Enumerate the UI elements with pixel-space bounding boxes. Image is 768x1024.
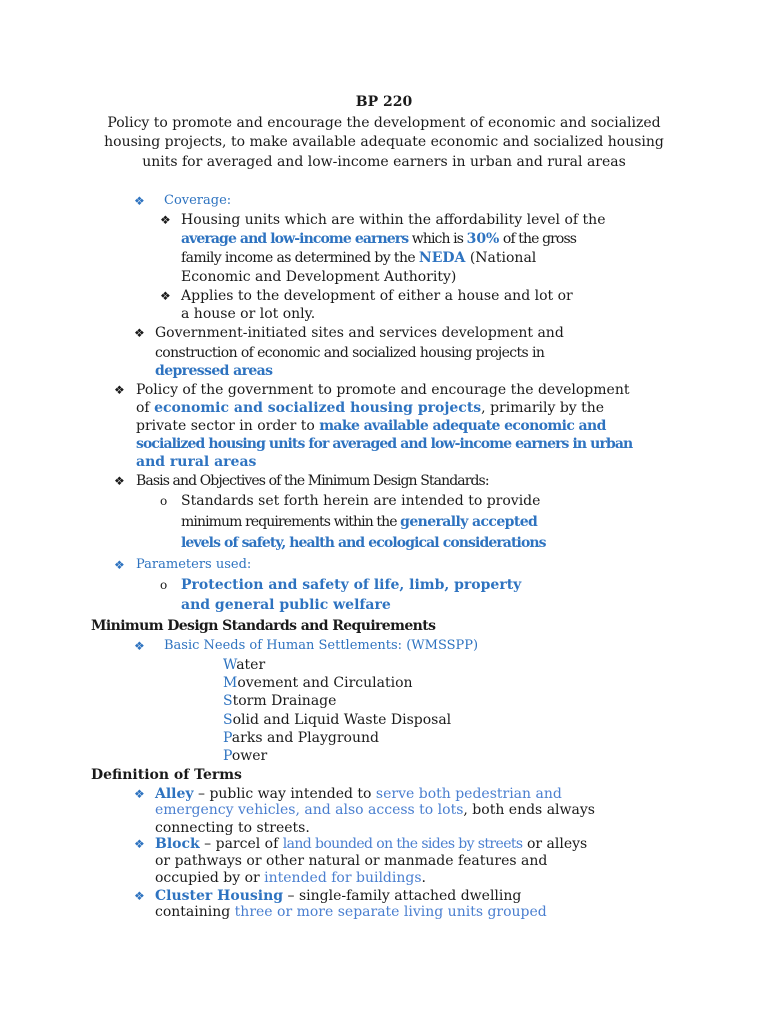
coverage-item-2-line-1: Applies to the development of either a house and lot or [181, 288, 573, 304]
policy-line-5: and rural areas [136, 454, 257, 470]
alley-line-3: connecting to streets. [155, 820, 310, 836]
alley-line-2: emergency vehicles, and also access to lots, both ends always [155, 802, 595, 818]
need-parks: Parks and Playground [223, 730, 379, 746]
parameters-line-2: and general public welfare [181, 597, 391, 613]
need-movement: Movement and Circulation [223, 675, 413, 691]
cluster-line-1: Cluster Housing – single-family attached dwelling [155, 888, 522, 904]
need-water: Water [223, 657, 266, 673]
diamond-bullet-icon: ❖ [114, 558, 125, 572]
block-line-1: Block – parcel of land bounded on the sides by streets or alleys [155, 836, 588, 852]
diamond-bullet-icon: ❖ [160, 289, 171, 303]
diamond-bullet-icon: ❖ [134, 837, 145, 851]
need-storm-drainage: Storm Drainage [223, 693, 337, 709]
diamond-bullet-icon: ❖ [134, 889, 145, 903]
policy-line-1: Policy of the government to promote and encourage the development [136, 382, 630, 398]
need-power: Power [223, 748, 268, 764]
intro-line-3: units for averaged and low-income earners in urban and rural areas [142, 154, 626, 170]
coverage-label: Coverage: [164, 193, 232, 208]
gov-line-3: depressed areas [155, 363, 273, 379]
block-line-2: or pathways or other natural or manmade features and [155, 853, 548, 869]
coverage-item-1-line-4: Economic and Development Authority) [181, 269, 457, 285]
alley-line-1: Alley – public way intended to serve both pedestrian and [155, 786, 562, 802]
coverage-item-1-line-2: average and low-income earners which is 30% of the gross [181, 231, 577, 247]
diamond-bullet-icon: ❖ [114, 383, 125, 397]
basis-label: Basis and Objectives of the Minimum Design Standards: [136, 473, 489, 489]
coverage-item-1-line-3: family income as determined by the NEDA (National [181, 250, 537, 266]
diamond-bullet-icon: ❖ [134, 326, 145, 340]
mds-heading: Minimum Design Standards and Requirements [91, 618, 436, 634]
parameters-line-1: Protection and safety of life, limb, property [181, 577, 522, 593]
circle-bullet-icon: o [160, 494, 168, 508]
diamond-bullet-icon: ❖ [114, 474, 125, 488]
gov-line-2: construction of economic and socialized housing projects in [155, 345, 545, 361]
diamond-bullet-icon: ❖ [134, 787, 145, 801]
need-solid-waste: Solid and Liquid Waste Disposal [223, 712, 452, 728]
circle-bullet-icon: o [160, 578, 168, 592]
policy-line-4: socialized housing units for averaged and low-income earners in urban [136, 436, 633, 452]
definition-heading: Definition of Terms [91, 767, 242, 783]
coverage-item-1-line-1: Housing units which are within the affordability level of the [181, 212, 606, 228]
basis-line-1: Standards set forth herein are intended to provide [181, 493, 541, 509]
intro-line-2: housing projects, to make available adequate economic and socialized housing [104, 134, 664, 150]
block-line-3: occupied by or intended for buildings. [155, 870, 426, 886]
doc-title: BP 220 [355, 94, 413, 110]
intro-line-1: Policy to promote and encourage the development of economic and socialized [107, 115, 661, 131]
basis-line-3: levels of safety, health and ecological considerations [181, 535, 546, 551]
policy-line-3: private sector in order to make available adequate economic and [136, 418, 606, 434]
gov-line-1: Government-initiated sites and services development and [155, 325, 564, 341]
coverage-item-2-line-2: a house or lot only. [181, 306, 316, 322]
cluster-line-2: containing three or more separate living units grouped [155, 904, 547, 920]
parameters-label: Parameters used: [136, 557, 252, 572]
diamond-bullet-icon: ❖ [134, 194, 145, 208]
basis-line-2: minimum requirements within the generally accepted [181, 514, 538, 530]
basic-needs-label: Basic Needs of Human Settlements: (WMSSPP) [164, 638, 479, 653]
diamond-bullet-icon: ❖ [160, 213, 171, 227]
diamond-bullet-icon: ❖ [134, 639, 145, 653]
policy-line-2: of economic and socialized housing projects, primarily by the [136, 400, 605, 416]
